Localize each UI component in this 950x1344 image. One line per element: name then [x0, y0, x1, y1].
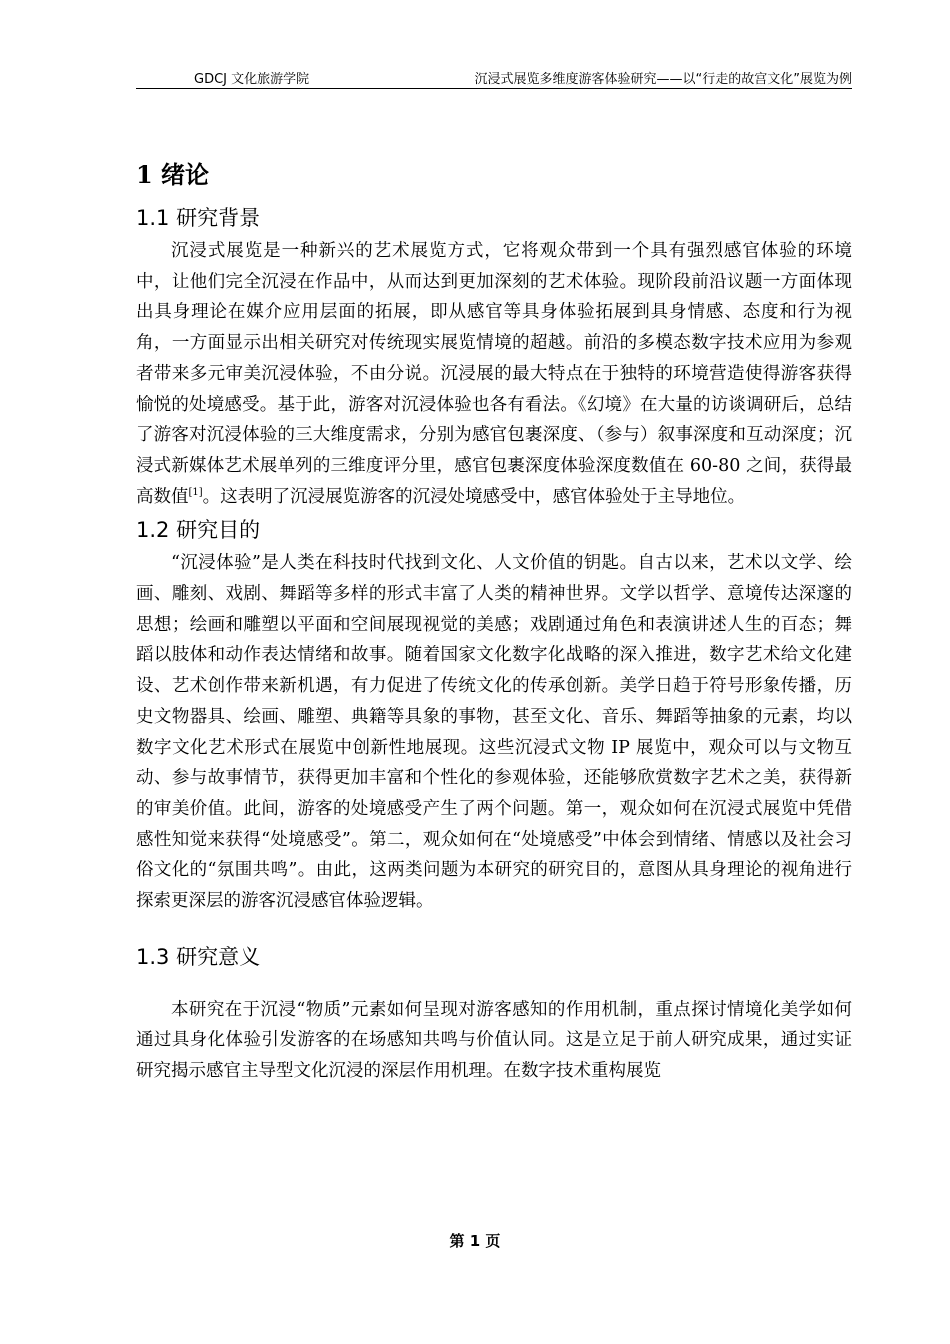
paragraph-purpose: “沉浸体验”是人类在科技时代找到文化、人文价值的钥匙。自古以来，艺术以文学、绘画、雕刻、戏剧、舞蹈等多样的形式丰富了人类的精神世界。文学以哲学、意境传达深邃的思想；绘画和雕塑以平面和空间展现视觉的美感；戏剧通过角色和表演讲述人生的百态；舞蹈以肢体和动作表达情绪和故事。随着国家文化数字化战略的深入推进，数字艺术给文化建设、艺术创作带来新机遇，有力促进了传统文化的传承创新。美学日趋于符号形象传播，历史文物器具、绘画、雕塑、典籍等具象的事物，甚至文化、音乐、舞蹈等抽象的元素，均以数字文化艺术形式在展览中创新性地展现。这些沉浸式文物 IP 展览中，观众可以与文物互动、参与故事情节，获得更加丰富和个性化的参观体验，还能够欣赏数字艺术之美，获得新的审美价值。此间，游客的处境感受产生了两个问题。第一，观众如何在沉浸式展览中凭借感性知觉来获得“处境感受”。第二，观众如何在“处境感受”中体会到情绪、情感以及社会习俗文化的“氛围共鸣”。由此，这两类问题为本研究的研究目的，意图从具身理论的视角进行探索更深层的游客沉浸感官体验逻辑。 — [136, 553, 852, 912]
paragraph-background-text-end: 。这表明了沉浸展览游客的沉浸处境感受中，感官体验处于主导地位。 — [202, 486, 746, 507]
chapter-title: 1 绪论 — [136, 160, 210, 189]
page-content — [136, 150, 852, 1087]
spacer — [136, 917, 852, 939]
page-number: 第 1 页 — [449, 1232, 501, 1250]
spacer — [136, 975, 852, 995]
header-institution: GDCJ 文化旅游学院 — [194, 72, 310, 87]
page-header — [136, 66, 852, 89]
paragraph-background — [136, 236, 852, 512]
header-paper-title: 沉浸式展览多维度游客体验研究——以“行走的故宫文化”展览为例 — [474, 72, 852, 87]
section-heading-background: 1.1 研究背景 — [136, 206, 261, 230]
citation-ref: [1] — [188, 486, 203, 498]
section-heading-significance: 1.3 研究意义 — [136, 944, 261, 969]
paragraph-background-text: 沉浸式展览是一种新兴的艺术展览方式，它将观众带到一个具有强烈感官体验的环境中，让他们完全沉浸在作品中，从而达到更加深刻的艺术体验。现阶段前沿议题一方面体现出具身理论在媒介应用层面的拓展，即从感官等具身体验拓展到具身情感、态度和行为视角，一方面显示出相关研究对传统现实展览情境的超越。前沿的多模态数字技术应用为参观者带来多元审美沉浸体验，不由分说。沉浸展的最大特点在于独特的环境营造使得游客获得愉悦的处境感受。基于此，游客对沉浸体验也各有看法。《幻境》在大量的访谈调研后，总结了游客对沉浸体验的三大维度需求，分别为感官包裹深度、（参与）叙事深度和互动深度；沉浸式新媒体艺术展单列的三维度评分里，感官包裹深度体验深度数值在 60-80 之间，获得最高数值 — [136, 241, 852, 507]
section-heading-purpose: 1.2 研究目的 — [136, 518, 261, 543]
paragraph-significance: 本研究在于沉浸“物质”元素如何呈现对游客感知的作用机制，重点探讨情境化美学如何通过具身化体验引发游客的在场感知共鸣与价值认同。这是立足于前人研究成果，通过实证研究揭示感官主导型文化沉浸的深层作用机理。在数字技术重构展览 — [136, 999, 852, 1082]
